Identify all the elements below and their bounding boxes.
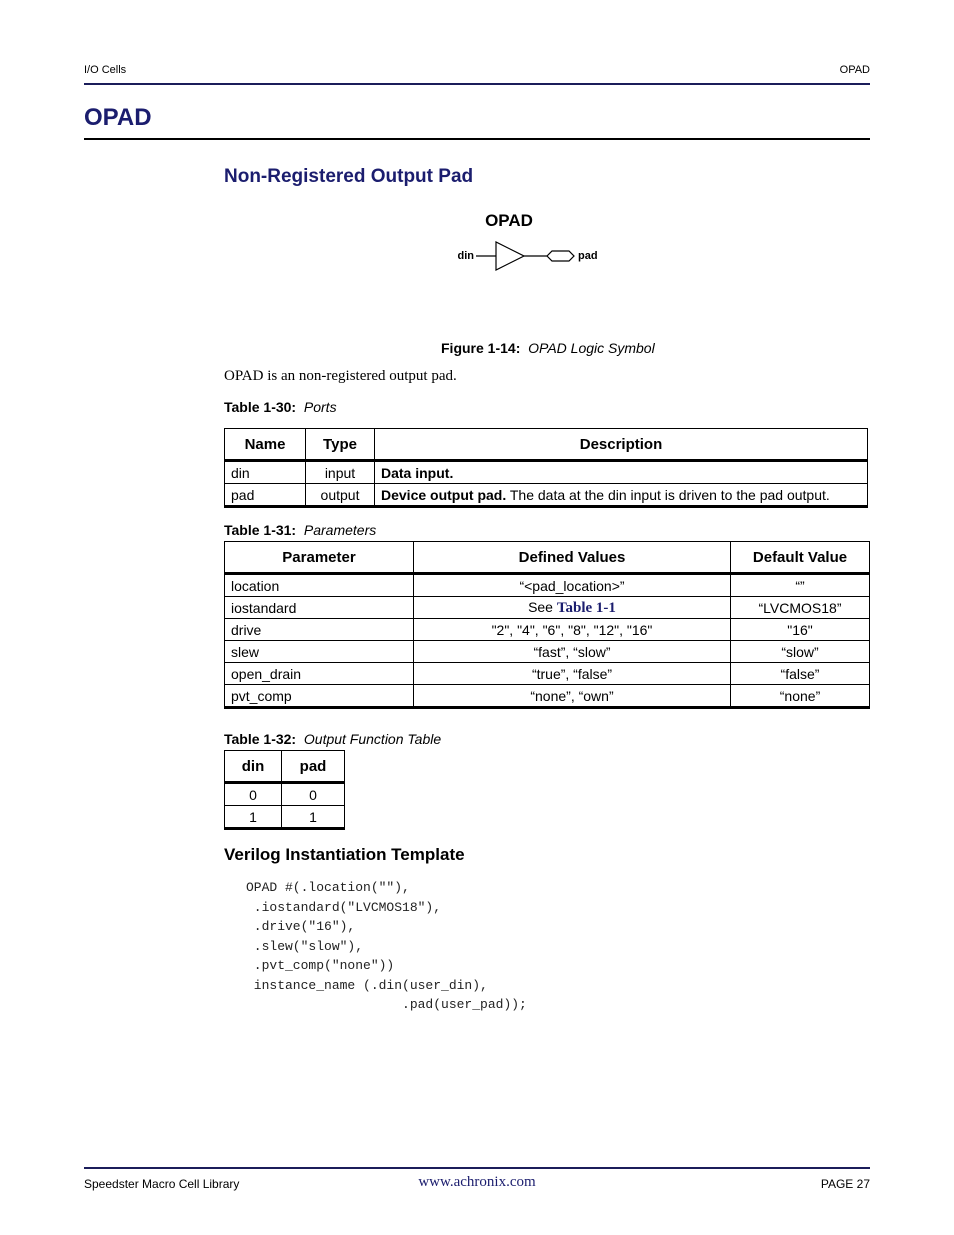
param-default-cell: “”: [731, 574, 870, 597]
footer-website-link[interactable]: www.achronix.com: [418, 1174, 536, 1190]
port-description-cell: [375, 484, 868, 507]
column-header: Default Value: [731, 542, 870, 574]
param-name-cell: open_drain: [225, 663, 414, 685]
param-name-cell: location: [225, 574, 414, 597]
code-line: .pvt_comp("none")): [246, 958, 395, 973]
table-row: [225, 619, 870, 641]
port-name-cell: pad: [225, 484, 306, 507]
param-values-prefix: See: [528, 598, 557, 615]
table-row: [225, 783, 345, 806]
function-caption-text: Output Function Table: [303, 731, 442, 747]
header-topic-label: OPAD: [839, 64, 870, 76]
symbol-input-label: din: [457, 250, 474, 262]
table-row: [225, 663, 870, 685]
verilog-section-title: Verilog Instantiation Template: [224, 845, 465, 864]
port-name-cell: din: [225, 461, 306, 484]
verilog-code-block: [246, 878, 527, 1015]
table-row: [225, 461, 868, 484]
table-row: [225, 484, 868, 507]
param-default-cell: “LVCMOS18”: [731, 597, 870, 619]
table-row: [225, 641, 870, 663]
table-row: [225, 597, 870, 619]
code-line: .slew("slow"),: [246, 938, 364, 954]
param-values-cell: “true”, “false”: [414, 663, 731, 685]
opad-logic-symbol: [440, 205, 620, 285]
param-name-cell: iostandard: [225, 597, 414, 619]
param-values-cell: “none”, “own”: [414, 685, 731, 708]
output-function-table: [224, 750, 345, 830]
port-description-rest: The data at the din input is driven to the pad output.: [506, 486, 830, 503]
ports-table-caption: [224, 399, 337, 415]
table-row: [225, 574, 870, 597]
param-default-cell: “slow”: [731, 641, 870, 663]
params-caption-text: Parameters: [303, 522, 377, 538]
code-line: .pad(user_pad));: [246, 997, 527, 1012]
function-table-caption: [224, 731, 441, 747]
param-name-cell: pvt_comp: [225, 685, 414, 708]
intro-paragraph: OPAD is an non-registered output pad.: [224, 368, 457, 384]
param-default-cell: “false”: [731, 663, 870, 685]
header-rule: [84, 83, 870, 85]
port-description-bold: Data input.: [381, 464, 454, 481]
param-name-cell: slew: [225, 641, 414, 663]
footer-document-title: Speedster Macro Cell Library: [84, 1177, 240, 1191]
port-type-cell: output: [306, 484, 375, 507]
din-value-cell: 1: [225, 806, 282, 829]
column-header: Defined Values: [414, 542, 731, 574]
footer-page-number: PAGE 27: [820, 1177, 870, 1191]
symbol-title: OPAD: [485, 211, 533, 230]
ports-table: [224, 428, 868, 508]
figure-caption: [441, 340, 655, 356]
table-1-1-link[interactable]: Table 1-1: [556, 599, 616, 616]
ports-caption-label: Table 1-30:: [224, 399, 297, 415]
table-row: [225, 685, 870, 708]
din-value-cell: 0: [225, 783, 282, 806]
symbol-output-label: pad: [578, 250, 598, 262]
figure-caption-label: Figure 1-14:: [441, 340, 521, 356]
pad-value-cell: 1: [282, 806, 345, 829]
column-header: pad: [282, 751, 345, 783]
param-values-cell: [414, 597, 731, 619]
params-caption-label: Table 1-31:: [224, 522, 297, 538]
code-line: .iostandard("LVCMOS18"),: [246, 899, 442, 915]
column-header: din: [225, 751, 282, 783]
buffer-triangle: [496, 242, 524, 270]
table-header-row: [225, 751, 345, 783]
header-section-label: I/O Cells: [84, 64, 127, 76]
param-values-cell: “fast”, “slow”: [414, 641, 731, 663]
column-header: Type: [306, 429, 375, 461]
param-default-cell: "16": [731, 619, 870, 641]
code-line: instance_name (.din(user_din),: [246, 977, 488, 993]
parameters-table: [224, 541, 870, 709]
footer-rule: [84, 1167, 870, 1169]
param-name-cell: drive: [225, 619, 414, 641]
pad-connector-icon: [547, 251, 574, 261]
section-title: Non-Registered Output Pad: [224, 166, 474, 187]
port-description-cell: [375, 461, 868, 484]
port-type-cell: input: [306, 461, 375, 484]
column-header: Name: [225, 429, 306, 461]
code-line: OPAD #(.location(""),: [246, 880, 410, 895]
param-values-cell: "2", "4", "6", "8", "12", "16": [414, 619, 731, 641]
params-table-caption: [224, 522, 376, 538]
table-row: [225, 806, 345, 829]
page-title: OPAD: [84, 104, 152, 131]
function-caption-label: Table 1-32:: [224, 731, 297, 747]
figure-caption-text: OPAD Logic Symbol: [528, 340, 655, 356]
table-header-row: [225, 429, 868, 461]
port-description-bold: Device output pad.: [381, 486, 507, 503]
param-default-cell: “none”: [731, 685, 870, 708]
param-values-cell: “<pad_location>”: [414, 574, 731, 597]
title-rule: [84, 138, 870, 140]
ports-caption-text: Ports: [303, 399, 337, 415]
code-line: .drive("16"),: [246, 919, 356, 934]
table-header-row: [225, 542, 870, 574]
column-header: Description: [375, 429, 868, 461]
column-header: Parameter: [225, 542, 414, 574]
pad-value-cell: 0: [282, 783, 345, 806]
